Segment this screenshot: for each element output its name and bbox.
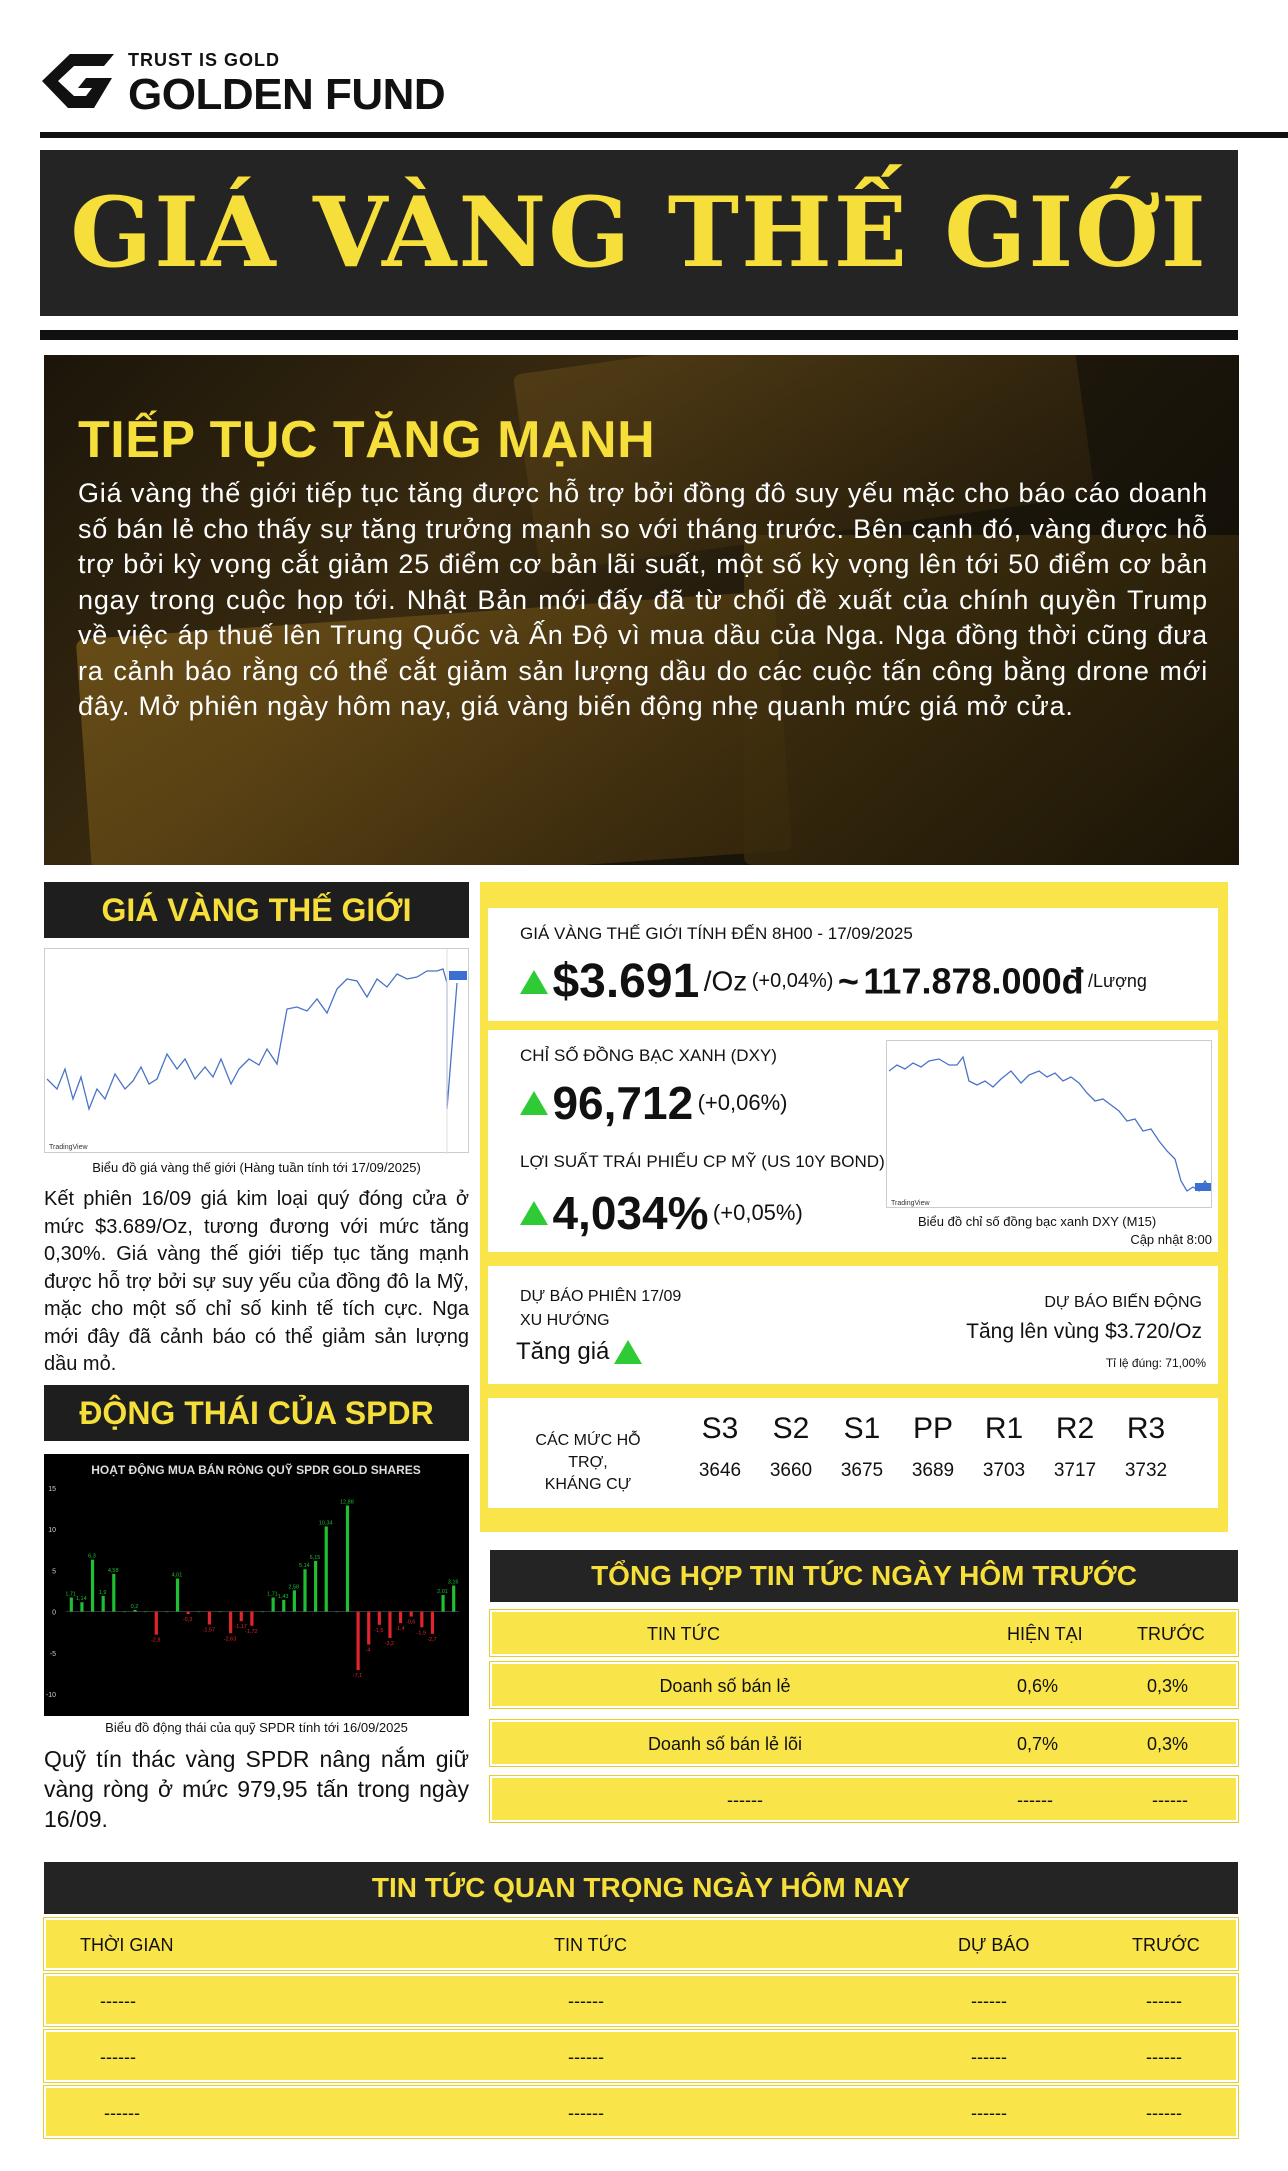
dxy-chart	[886, 1040, 1212, 1208]
table-row	[490, 1720, 1238, 1766]
spdr-bar	[293, 1590, 296, 1611]
spdr-bar-label: -1,17	[234, 1624, 247, 1631]
spdr-bar	[208, 1612, 211, 1625]
page-title: GIÁ VÀNG THẾ GIỚI	[70, 176, 1208, 289]
price-change: (+0,04%)	[751, 970, 834, 992]
pivot-level-value: 3717	[1053, 1460, 1097, 1481]
cell-news: ------	[568, 1991, 604, 2011]
up-arrow-icon	[520, 1201, 548, 1225]
spdr-bar	[325, 1526, 328, 1611]
spdr-section-title: ĐỘNG THÁI CỦA SPDR	[44, 1385, 469, 1441]
spdr-bar-label: -1,72	[245, 1628, 258, 1635]
spdr-bar-label: 1,43	[277, 1593, 289, 1600]
spdr-chart-title: HOẠT ĐỘNG MUA BÁN RÒNG QUỸ SPDR GOLD SHARES	[91, 1463, 421, 1477]
news-previous: 0,3%	[1147, 1734, 1189, 1754]
cell-news: ------	[568, 2103, 604, 2123]
spdr-bar-label: -2,63	[223, 1636, 237, 1643]
spdr-flow-chart	[44, 1454, 469, 1716]
dxy-label: CHỈ SỐ ĐỒNG BẠC XANH (DXY)	[520, 1046, 777, 1065]
spdr-summary-text: Quỹ tín thác vàng SPDR nâng nắm giữ vàng ròng ở mức 979,95 tấn trong ngày 16/09.	[44, 1746, 469, 1832]
move-value: Tăng lên vùng $3.720/Oz	[966, 1320, 1202, 1343]
pivot-label	[518, 1430, 658, 1496]
pivot-card	[488, 1398, 1218, 1508]
cell-time: ------	[100, 1991, 136, 2011]
spdr-bar-label: 1,71	[65, 1591, 77, 1598]
forecast-card	[488, 1266, 1218, 1384]
table-row	[44, 1974, 1238, 2026]
spdr-bar	[250, 1612, 253, 1626]
spdr-bar-label: -0,3	[182, 1617, 193, 1624]
table-row	[44, 2086, 1238, 2138]
col-news: TIN TỨC	[554, 1935, 628, 1955]
gold-price: $3.691	[552, 955, 700, 1008]
spdr-bar	[144, 1612, 147, 1613]
spdr-bar	[431, 1612, 434, 1634]
approx-sign: ~	[837, 960, 859, 1002]
pivot-level-name: S3	[701, 1412, 739, 1445]
spdr-bar-label: 12,88	[339, 1499, 354, 1506]
up-arrow-icon	[520, 970, 548, 994]
divider	[40, 132, 1288, 138]
news-current: ------	[1017, 1790, 1053, 1810]
cell-forecast: ------	[971, 2047, 1007, 2067]
news-name: ------	[727, 1790, 763, 1810]
col-current: HIỆN TẠI	[1007, 1624, 1083, 1644]
spdr-bar-label: -1,6	[374, 1627, 384, 1634]
pivot-level-name: R3	[1126, 1412, 1166, 1445]
gold-price-chart	[44, 948, 469, 1153]
trend-label: XU HƯỚNG	[520, 1312, 610, 1329]
pivot-level-name: S2	[772, 1412, 810, 1445]
spdr-bar	[378, 1612, 381, 1625]
trend-value: Tăng giá	[516, 1338, 610, 1365]
today-news-header	[44, 1918, 1238, 1970]
spdr-bar-label: 4,58	[107, 1567, 119, 1574]
table-row	[490, 1662, 1238, 1708]
spdr-bar-label: 3,16	[447, 1579, 459, 1586]
col-previous: TRƯỚC	[1132, 1935, 1200, 1955]
spdr-bar	[133, 1610, 136, 1612]
gold-summary-text: Kết phiên 16/09 giá kim loại quý đóng cửa ở mức $3.689/Oz, tương đương với mức tăng 0,30%. Giá vàng thế giới tiếp tục tăng mạnh được hỗ trợ bởi sự suy yếu của đồng đô la Mỹ, mặc cho một số chỉ số kinh tế tích cực. Nga mới đây đã cảnh báo có thể giảm sản lượng dầu mỏ.	[44, 1188, 469, 1375]
svg-text:TradingView: TradingView	[49, 1144, 88, 1151]
cell-time: ------	[104, 2103, 140, 2123]
gold-chart-caption: Biểu đồ giá vàng thế giới (Hàng tuần tính tới 17/09/2025)	[92, 1160, 421, 1175]
up-arrow-icon	[520, 1091, 548, 1115]
yesterday-news-header	[490, 1610, 1238, 1656]
spdr-bar	[70, 1598, 73, 1612]
spdr-bar	[218, 1612, 221, 1613]
news-name: Doanh số bán lẻ	[659, 1676, 791, 1696]
dxy-change: (+0,06%)	[697, 1090, 788, 1115]
pivot-level-value: 3732	[1124, 1460, 1168, 1481]
spdr-bar	[282, 1600, 285, 1612]
spdr-y-tick: -5	[49, 1650, 56, 1658]
brand-name: GOLDEN FUND	[128, 70, 446, 119]
tagline: TRUST IS GOLD	[128, 50, 280, 70]
golden-fund-logo-icon	[40, 50, 118, 112]
spdr-bar-label: -2,8	[150, 1637, 161, 1644]
spdr-y-tick: 0	[52, 1609, 56, 1617]
spdr-bar	[123, 1612, 126, 1613]
spdr-bar-label: -1,57	[202, 1627, 216, 1634]
col-time: THỜI GIAN	[80, 1935, 174, 1955]
spdr-bar	[346, 1505, 349, 1611]
pivot-level-value: 3675	[840, 1460, 884, 1481]
spdr-y-tick: 5	[52, 1568, 56, 1576]
pivot-level-name: PP	[912, 1412, 954, 1445]
spdr-bar	[410, 1612, 413, 1617]
session-label: DỰ BÁO PHIÊN 17/09	[520, 1288, 682, 1305]
spdr-bar-label: 2,01	[437, 1589, 448, 1596]
spdr-bar-label: 1,14	[75, 1596, 87, 1603]
price-unit: /Oz	[703, 965, 748, 997]
cell-previous: ------	[1146, 2047, 1182, 2067]
spdr-bar-label: -3,2	[384, 1640, 395, 1647]
cell-news: ------	[568, 2047, 604, 2067]
spdr-y-tick: 10	[48, 1527, 56, 1535]
hero-title: TIẾP TỤC TĂNG MẠNH	[78, 411, 656, 469]
spdr-bar-label: 2,58	[288, 1584, 300, 1591]
spdr-bar	[229, 1612, 232, 1634]
today-news-title: TIN TỨC QUAN TRỌNG NGÀY HÔM NAY	[44, 1862, 1238, 1914]
spdr-bar-label: 6,15	[309, 1554, 321, 1561]
pivot-level-value: 3703	[982, 1460, 1026, 1481]
pivot-level-name: S1	[843, 1412, 881, 1445]
spdr-bar	[165, 1612, 168, 1613]
cell-forecast: ------	[971, 2103, 1007, 2123]
spdr-y-tick: 15	[48, 1486, 56, 1493]
spdr-bar	[272, 1598, 275, 1612]
spdr-bar	[441, 1595, 444, 1612]
vnd-unit: /Lượng	[1088, 971, 1147, 991]
spdr-bar	[452, 1586, 455, 1612]
spdr-bar-label: -2,7	[427, 1636, 437, 1643]
spdr-bar	[187, 1612, 190, 1614]
cell-forecast: ------	[971, 1991, 1007, 2011]
spdr-bar	[388, 1612, 391, 1638]
spdr-bar	[335, 1612, 338, 1613]
cell-previous: ------	[1146, 1991, 1182, 2011]
bond-value: 4,034%	[552, 1187, 709, 1239]
spdr-bar-label: 0,2	[130, 1603, 139, 1610]
price-label: GIÁ VÀNG THẾ GIỚI TÍNH ĐẾN 8H00 - 17/09/2025	[520, 924, 913, 943]
pivot-level-value: 3689	[911, 1460, 955, 1481]
table-row	[490, 1776, 1238, 1822]
gold-price-vnd: 117.878.000đ	[863, 960, 1084, 1002]
spdr-bar	[155, 1612, 158, 1635]
spdr-bar-label: -4	[365, 1647, 371, 1654]
cell-previous: ------	[1146, 2103, 1182, 2123]
spdr-bar	[91, 1560, 94, 1612]
news-previous: 0,3%	[1147, 1676, 1189, 1696]
spdr-bar	[80, 1602, 83, 1611]
dxy-value: 96,712	[552, 1077, 694, 1129]
news-previous: ------	[1152, 1790, 1188, 1810]
spdr-bar	[240, 1612, 243, 1622]
dxy-bond-card	[488, 1030, 1218, 1252]
news-name: Doanh số bán lẻ lõi	[647, 1734, 803, 1754]
spdr-y-tick: -10	[45, 1692, 56, 1699]
gold-price-card	[488, 908, 1218, 1021]
col-news: TIN TỨC	[647, 1624, 721, 1644]
spdr-bar	[303, 1569, 306, 1611]
spdr-bar	[112, 1574, 115, 1612]
pivot-level-value: 3646	[698, 1460, 742, 1481]
spdr-bar	[399, 1612, 402, 1624]
col-previous: TRƯỚC	[1137, 1624, 1205, 1644]
yesterday-news-title: TỔNG HỢP TIN TỨC NGÀY HÔM TRƯỚC	[490, 1550, 1238, 1602]
spdr-bar-label: 6,3	[88, 1553, 96, 1560]
cell-time: ------	[100, 2047, 136, 2067]
spdr-bar	[176, 1579, 179, 1612]
gold-section-title: GIÁ VÀNG THẾ GIỚI	[44, 882, 469, 938]
accuracy: Tỉ lệ đúng: 71,00%	[1105, 1356, 1206, 1370]
bond-label: LỢI SUẤT TRÁI PHIẾU CP MỸ (US 10Y BOND)	[520, 1152, 885, 1171]
spdr-bar-label: -1,9	[416, 1630, 426, 1637]
pivot-level-value: 3660	[769, 1460, 813, 1481]
spdr-bar-label: 4,01	[171, 1572, 183, 1579]
pivot-label-line1: CÁC MỨC HỖ TRỢ,	[535, 1432, 641, 1471]
news-current: 0,6%	[1017, 1676, 1059, 1696]
pivot-label-line2: KHÁNG CỰ	[544, 1476, 632, 1493]
spdr-bar-label: -1,4	[395, 1626, 405, 1633]
col-forecast: DỰ BÁO	[958, 1935, 1030, 1955]
spdr-bar-label: 1,9	[98, 1589, 107, 1596]
spdr-bar-label: 5,14	[299, 1563, 310, 1570]
divider	[40, 330, 1238, 340]
svg-text:TradingView: TradingView	[891, 1200, 930, 1207]
spdr-bar	[197, 1612, 200, 1613]
spdr-bar	[314, 1561, 317, 1612]
pivot-level-name: R2	[1055, 1412, 1095, 1445]
spdr-bar-label: 10,34	[318, 1520, 333, 1527]
spdr-bar	[102, 1596, 105, 1612]
spdr-bar	[420, 1612, 423, 1628]
spdr-bar-label: -7,1	[352, 1673, 363, 1680]
dxy-chart-caption: Biểu đồ chỉ số đồng bạc xanh DXY (M15)	[918, 1214, 1157, 1229]
spdr-bar-label: 1,71	[267, 1591, 278, 1598]
spdr-bar	[367, 1612, 370, 1645]
news-current: 0,7%	[1017, 1734, 1059, 1754]
hero-body: Giá vàng thế giới tiếp tục tăng được hỗ trợ bởi đồng đô suy yếu mặc cho báo cáo doanh số bán lẻ cho thấy sự tăng trưởng mạnh so với tháng trước. Bên cạnh đó, vàng được hỗ trợ bởi kỳ vọng cắt giảm 25 điểm cơ bản lãi suất, một số kỳ vọng lên tới 50 điểm cơ bản ngay trong cuộc họp tới. Nhật Bản mới đấy đã từ chối đề xuất của chính quyền Trump về việc áp thuế lên Trung Quốc và Ấn Độ vì mua dầu của Nga. Nga đồng thời cũng đưa ra cảnh báo rằng có thể cắt giảm sản lượng dầu do các cuộc tấn công bằng drone mới đây. Mở phiên ngày hôm nay, giá vàng biến động nhẹ quanh mức giá mở cửa.	[78, 478, 1208, 721]
spdr-bar	[357, 1612, 360, 1671]
bond-change: (+0,05%)	[712, 1200, 803, 1225]
move-label: DỰ BÁO BIẾN ĐỘNG	[1044, 1294, 1202, 1311]
spdr-chart-caption: Biểu đồ động thái của quỹ SPDR tính tới 16/09/2025	[105, 1720, 408, 1735]
table-row	[44, 2030, 1238, 2082]
spdr-bar-label: -0,6	[405, 1619, 416, 1626]
pivot-level-name: R1	[984, 1412, 1024, 1445]
updated-time: Cập nhật 8:00	[1130, 1232, 1212, 1247]
spdr-bar	[261, 1612, 264, 1613]
up-arrow-icon	[614, 1340, 642, 1364]
